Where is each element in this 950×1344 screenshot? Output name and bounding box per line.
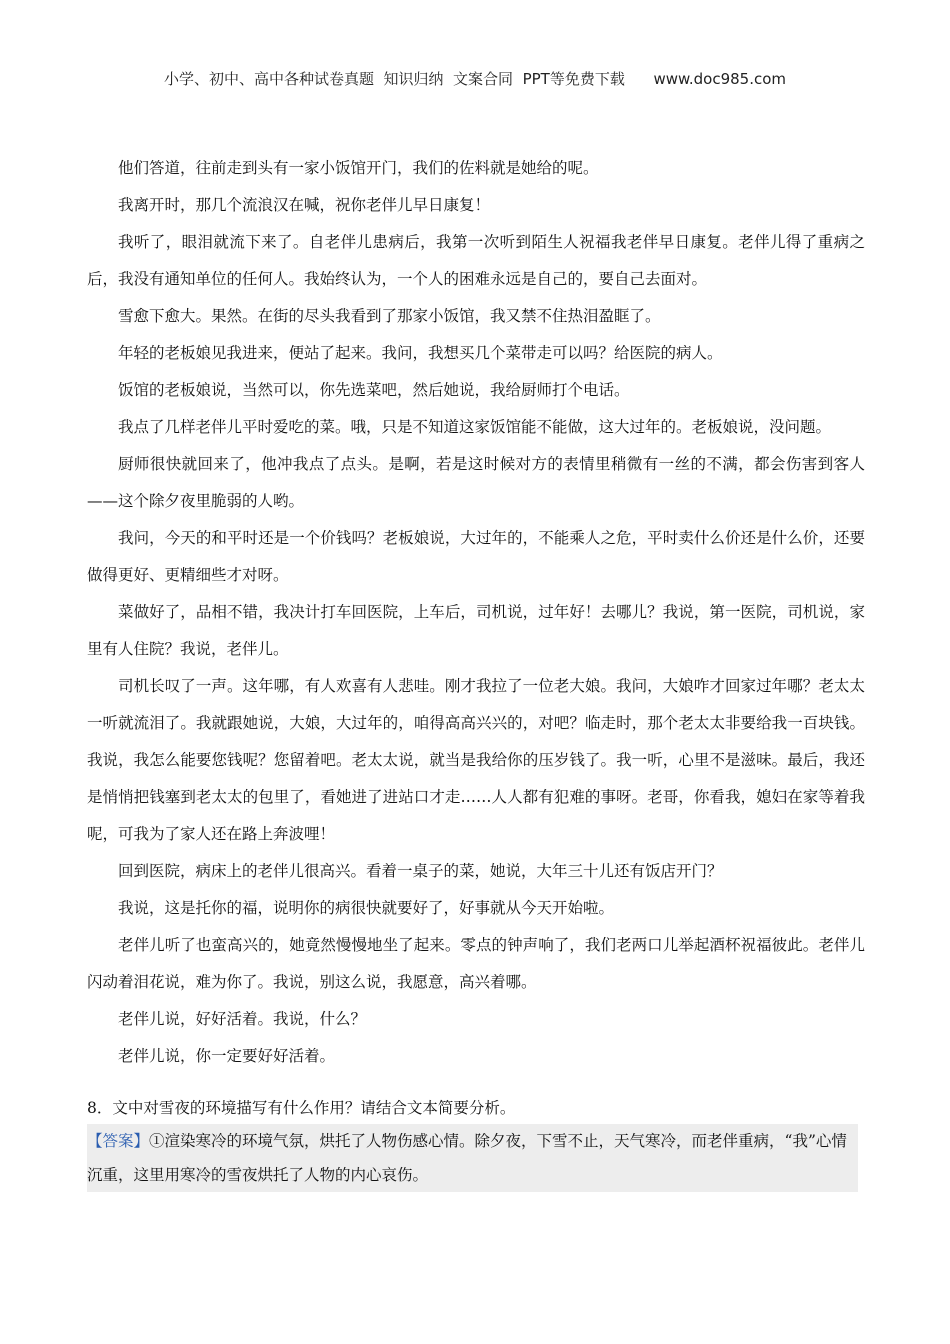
answer-tag: 【答案】 (87, 1132, 150, 1150)
article-body (87, 150, 865, 1075)
page-header: 小学、初中、高中各种试卷真题 知识归纳 文案合同 PPT等免费下载 www.doc985.com (163, 70, 787, 88)
paragraph: 回到医院，病床上的老伴儿很高兴。看着一桌子的菜，她说，大年三十儿还有饭店开门？ (118, 862, 723, 880)
paragraph: 我说，这是托你的福，说明你的病很快就要好了，好事就从今天开始啦。 (118, 899, 615, 917)
question-8: 8．文中对雪夜的环境描写有什么作用？请结合文本简要分析。 (87, 1099, 516, 1117)
paragraph: 我点了几样老伴儿平时爱吃的菜。哦，只是不知道这家饭馆能不能做，这大过年的。老板娘说，没问题。 (118, 418, 832, 436)
paragraph: 菜做好了，品相不错，我决计打车回医院，上车后，司机说，过年好！去哪儿？我说，第一医院，司机说，家里有人住院？我说，老伴儿。 (87, 603, 865, 658)
answer-box (87, 1124, 858, 1192)
paragraph: 厨师很快就回来了，他冲我点了点头。是啊，若是这时候对方的表情里稍微有一丝的不满，都会伤害到客人——这个除夕夜里脆弱的人哟。 (87, 455, 865, 510)
paragraph: 老伴儿说，好好活着。我说，什么？ (118, 1010, 367, 1028)
paragraph: 司机长叹了一声。这年哪，有人欢喜有人悲哇。刚才我拉了一位老大娘。我问，大娘咋才回家过年哪？老太太一听就流泪了。我就跟她说，大娘，大过年的，咱得高高兴兴的，对吧？临走时，那个老太太非要给我一百块钱。我说，我怎么能要您钱呢？您留着吧。老太太说，就当是我给你的压岁钱了。我一听，心里不是滋味。最后，我还是悄悄把钱塞到老太太的包里了，看她进了进站口才走……人人都有犯难的事呀。老哥，你看我，媳妇在家等着我呢，可我为了家人还在路上奔波哩！ (87, 677, 865, 843)
paragraph: 饭馆的老板娘说，当然可以，你先选菜吧，然后她说，我给厨师打个电话。 (118, 381, 630, 399)
paragraph: 年轻的老板娘见我进来，便站了起来。我问，我想买几个菜带走可以吗？给医院的病人。 (118, 344, 723, 362)
paragraph: 我离开时，那几个流浪汉在喊，祝你老伴儿早日康复！ (118, 196, 491, 214)
paragraph: 我听了，眼泪就流下来了。自老伴儿患病后，我第一次听到陌生人祝福我老伴早日康复。老伴儿得了重病之后，我没有通知单位的任何人。我始终认为，一个人的困难永远是自己的，要自己去面对。 (87, 233, 865, 288)
paragraph: 雪愈下愈大。果然。在街的尽头我看到了那家小饭馆，我又禁不住热泪盈眶了。 (118, 307, 661, 325)
paragraph: 老伴儿听了也蛮高兴的，她竟然慢慢地坐了起来。零点的钟声响了，我们老两口儿举起酒杯祝福彼此。老伴儿闪动着泪花说，难为你了。我说，别这么说，我愿意，高兴着哪。 (87, 936, 865, 991)
paragraph: 他们答道，往前走到头有一家小饭馆开门，我们的佐料就是她给的呢。 (118, 159, 599, 177)
paragraph: 我问，今天的和平时还是一个价钱吗？老板娘说，大过年的，不能乘人之危，平时卖什么价还是什么价，还要做得更好、更精细些才对呀。 (87, 529, 865, 584)
answer-text: ①渲染寒冷的环境气氛，烘托了人物伤感心情。除夕夜，下雪不止，天气寒冷，而老伴重病，“我”心情沉重，这里用寒冷的雪夜烘托了人物的内心哀伤。 (87, 1132, 847, 1184)
paragraph: 老伴儿说，你一定要好好活着。 (118, 1047, 336, 1065)
